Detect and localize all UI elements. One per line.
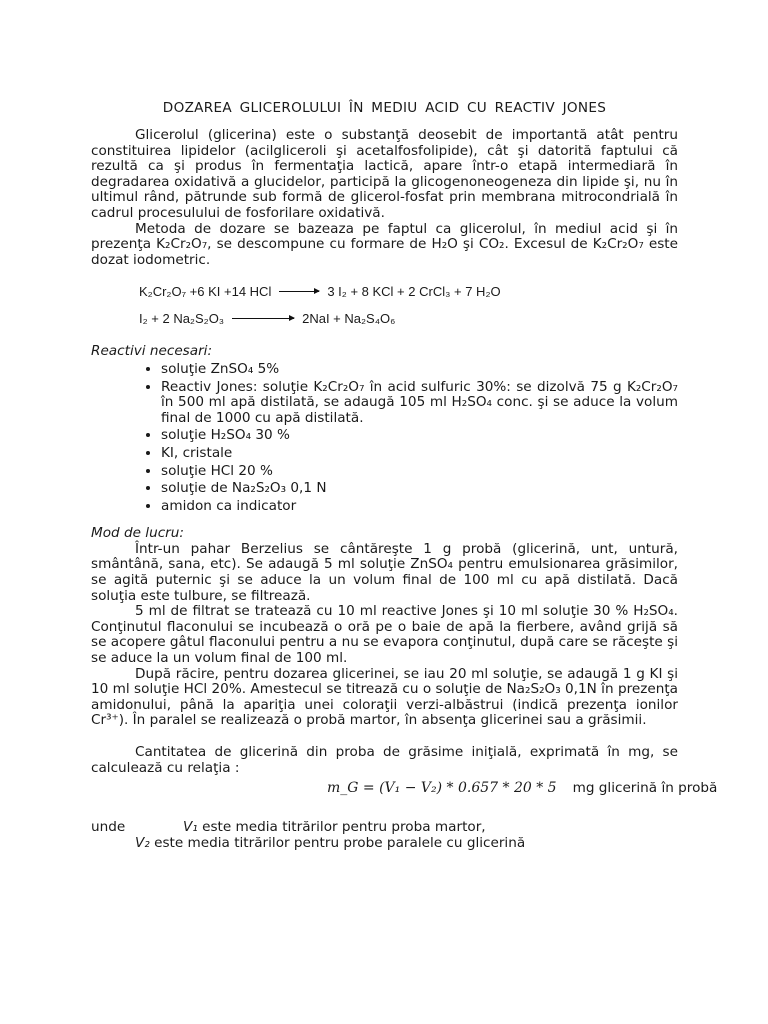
formula-expression: m_G = (V₁ − V₂) * 0.657 * 20 * 5	[327, 780, 557, 797]
intro-paragraph-2: Metoda de dozare se bazeaza pe faptul ca glicerolul, în mediul acid şi în prezenţa K₂Cr₂O₇, se descompune cu formare de H₂O şi CO₂. Excesul de K₂Cr₂O₇ este dozat iodometric.	[91, 220, 678, 268]
equation-1-products: 3 I₂ + 8 KCl + 2 CrCl₃ + 7 H₂O	[327, 284, 501, 300]
variable-definition-v1	[91, 820, 678, 836]
v1-symbol: V₁	[183, 819, 198, 836]
formula-unit: mg glicerină în probă	[572, 780, 718, 797]
list-item: • soluţie ZnSO₄ 5%	[161, 362, 678, 378]
document-title: DOZAREA GLICEROLULUI ÎN MEDIU ACID CU REACTIV JONES	[162, 100, 607, 116]
v2-symbol: V₂	[135, 834, 150, 851]
reaction-arrow-icon	[232, 318, 294, 319]
equation-1-reactants: K₂Cr₂O₇ +6 KI +14 HCl	[139, 284, 272, 300]
equation-2-reactants: I₂ + 2 Na₂S₂O₃	[139, 311, 225, 327]
v1-definition: este media titrărilor pentru proba martor,	[202, 819, 486, 836]
list-item: • Reactiv Jones: soluţie K₂Cr₂O₇ în acid sulfuric 30%: se dizolvă 75 g K₂Cr₂O₇ în 500 ml apă distilată, se adaugă 105 ml H₂SO₄ conc. şi se aduce la volum final de 1000 cu apă distilată.	[161, 380, 678, 427]
equation-2	[139, 311, 678, 326]
document-page	[91, 100, 718, 851]
list-item: • soluţie de Na₂S₂O₃ 0,1 N	[161, 481, 678, 497]
calc-paragraph: Cantitatea de glicerină din proba de grăsime iniţială, exprimată în mg, se calculează cu relaţia :	[91, 744, 678, 776]
equation-2-products: 2NaI + Na₂S₄O₆	[302, 311, 396, 327]
formula	[327, 780, 718, 797]
list-item: • KI, cristale	[161, 446, 678, 462]
reagents-heading: Reactivi necesari:	[91, 343, 213, 360]
reagents-list	[91, 362, 678, 514]
list-item: • amidon ca indicator	[161, 499, 678, 515]
v2-definition: este media titrărilor pentru probe paralele cu glicerină	[154, 834, 526, 851]
reaction-arrow-icon	[279, 291, 319, 292]
list-item: • soluţie H₂SO₄ 30 %	[161, 428, 678, 444]
variable-definition-v2	[91, 836, 678, 852]
method-paragraph-2: 5 ml de filtrat se tratează cu 10 ml reactive Jones şi 10 ml soluţie 30 % H₂SO₄. Conţinutul flaconului se incubează o oră pe o baie de apă la fierbere, având grijă să se acopere gâtul flaconului pentru a nu se evapora conţinutul, după care se răceşte şi se aduce la un volum final de 100 ml.	[91, 603, 678, 667]
method-heading: Mod de lucru:	[91, 525, 184, 542]
list-item: • soluţie HCl 20 %	[161, 464, 678, 480]
unde-label: unde	[91, 819, 126, 836]
method-paragraph-1: Într-un pahar Berzelius se cântăreşte 1 g probă (glicerină, unt, untură, smântână, sana, etc). Se adaugă 5 ml soluţie ZnSO₄ pentru emulsionarea grăsimilor, se agită puternic şi se aduce la un volum final de 100 ml cu apă distilată. Dacă soluţia este tulbure, se filtrează.	[91, 540, 678, 604]
intro-paragraph-1: Glicerolul (glicerina) este o substanţă deosebit de importantă atât pentru constituirea lipidelor (acilgliceroli şi acetalfosfolipide), cât şi datorită faptului că rezultă ca şi produs în fermentaţia lactică, apare într-o etapă intermediară în degradarea oxidativă a glucidelor, participă la glicogenoneogeneza din lipide şi, nu în ultimul rând, pătrunde sub formă de glicerol-fosfat prin membrana mitrocondrială în cadrul procesulului de fosforilare oxidativă.	[91, 127, 678, 221]
method-paragraph-3: După răcire, pentru dozarea glicerinei, se iau 20 ml soluţie, se adaugă 1 g KI şi 10 ml soluţie HCl 20%. Amestecul se titrează cu o soluţie de Na₂S₂O₃ 0,1N în prezenţa amidonului, până la apariţia unei coloraţii verzi-albăstrui (indică prezenţa ionilor Cr³⁺). În paralel se realizează o probă martor, în absenţa glicerinei sau a grăsimii.	[91, 665, 678, 729]
equation-1	[139, 284, 678, 299]
